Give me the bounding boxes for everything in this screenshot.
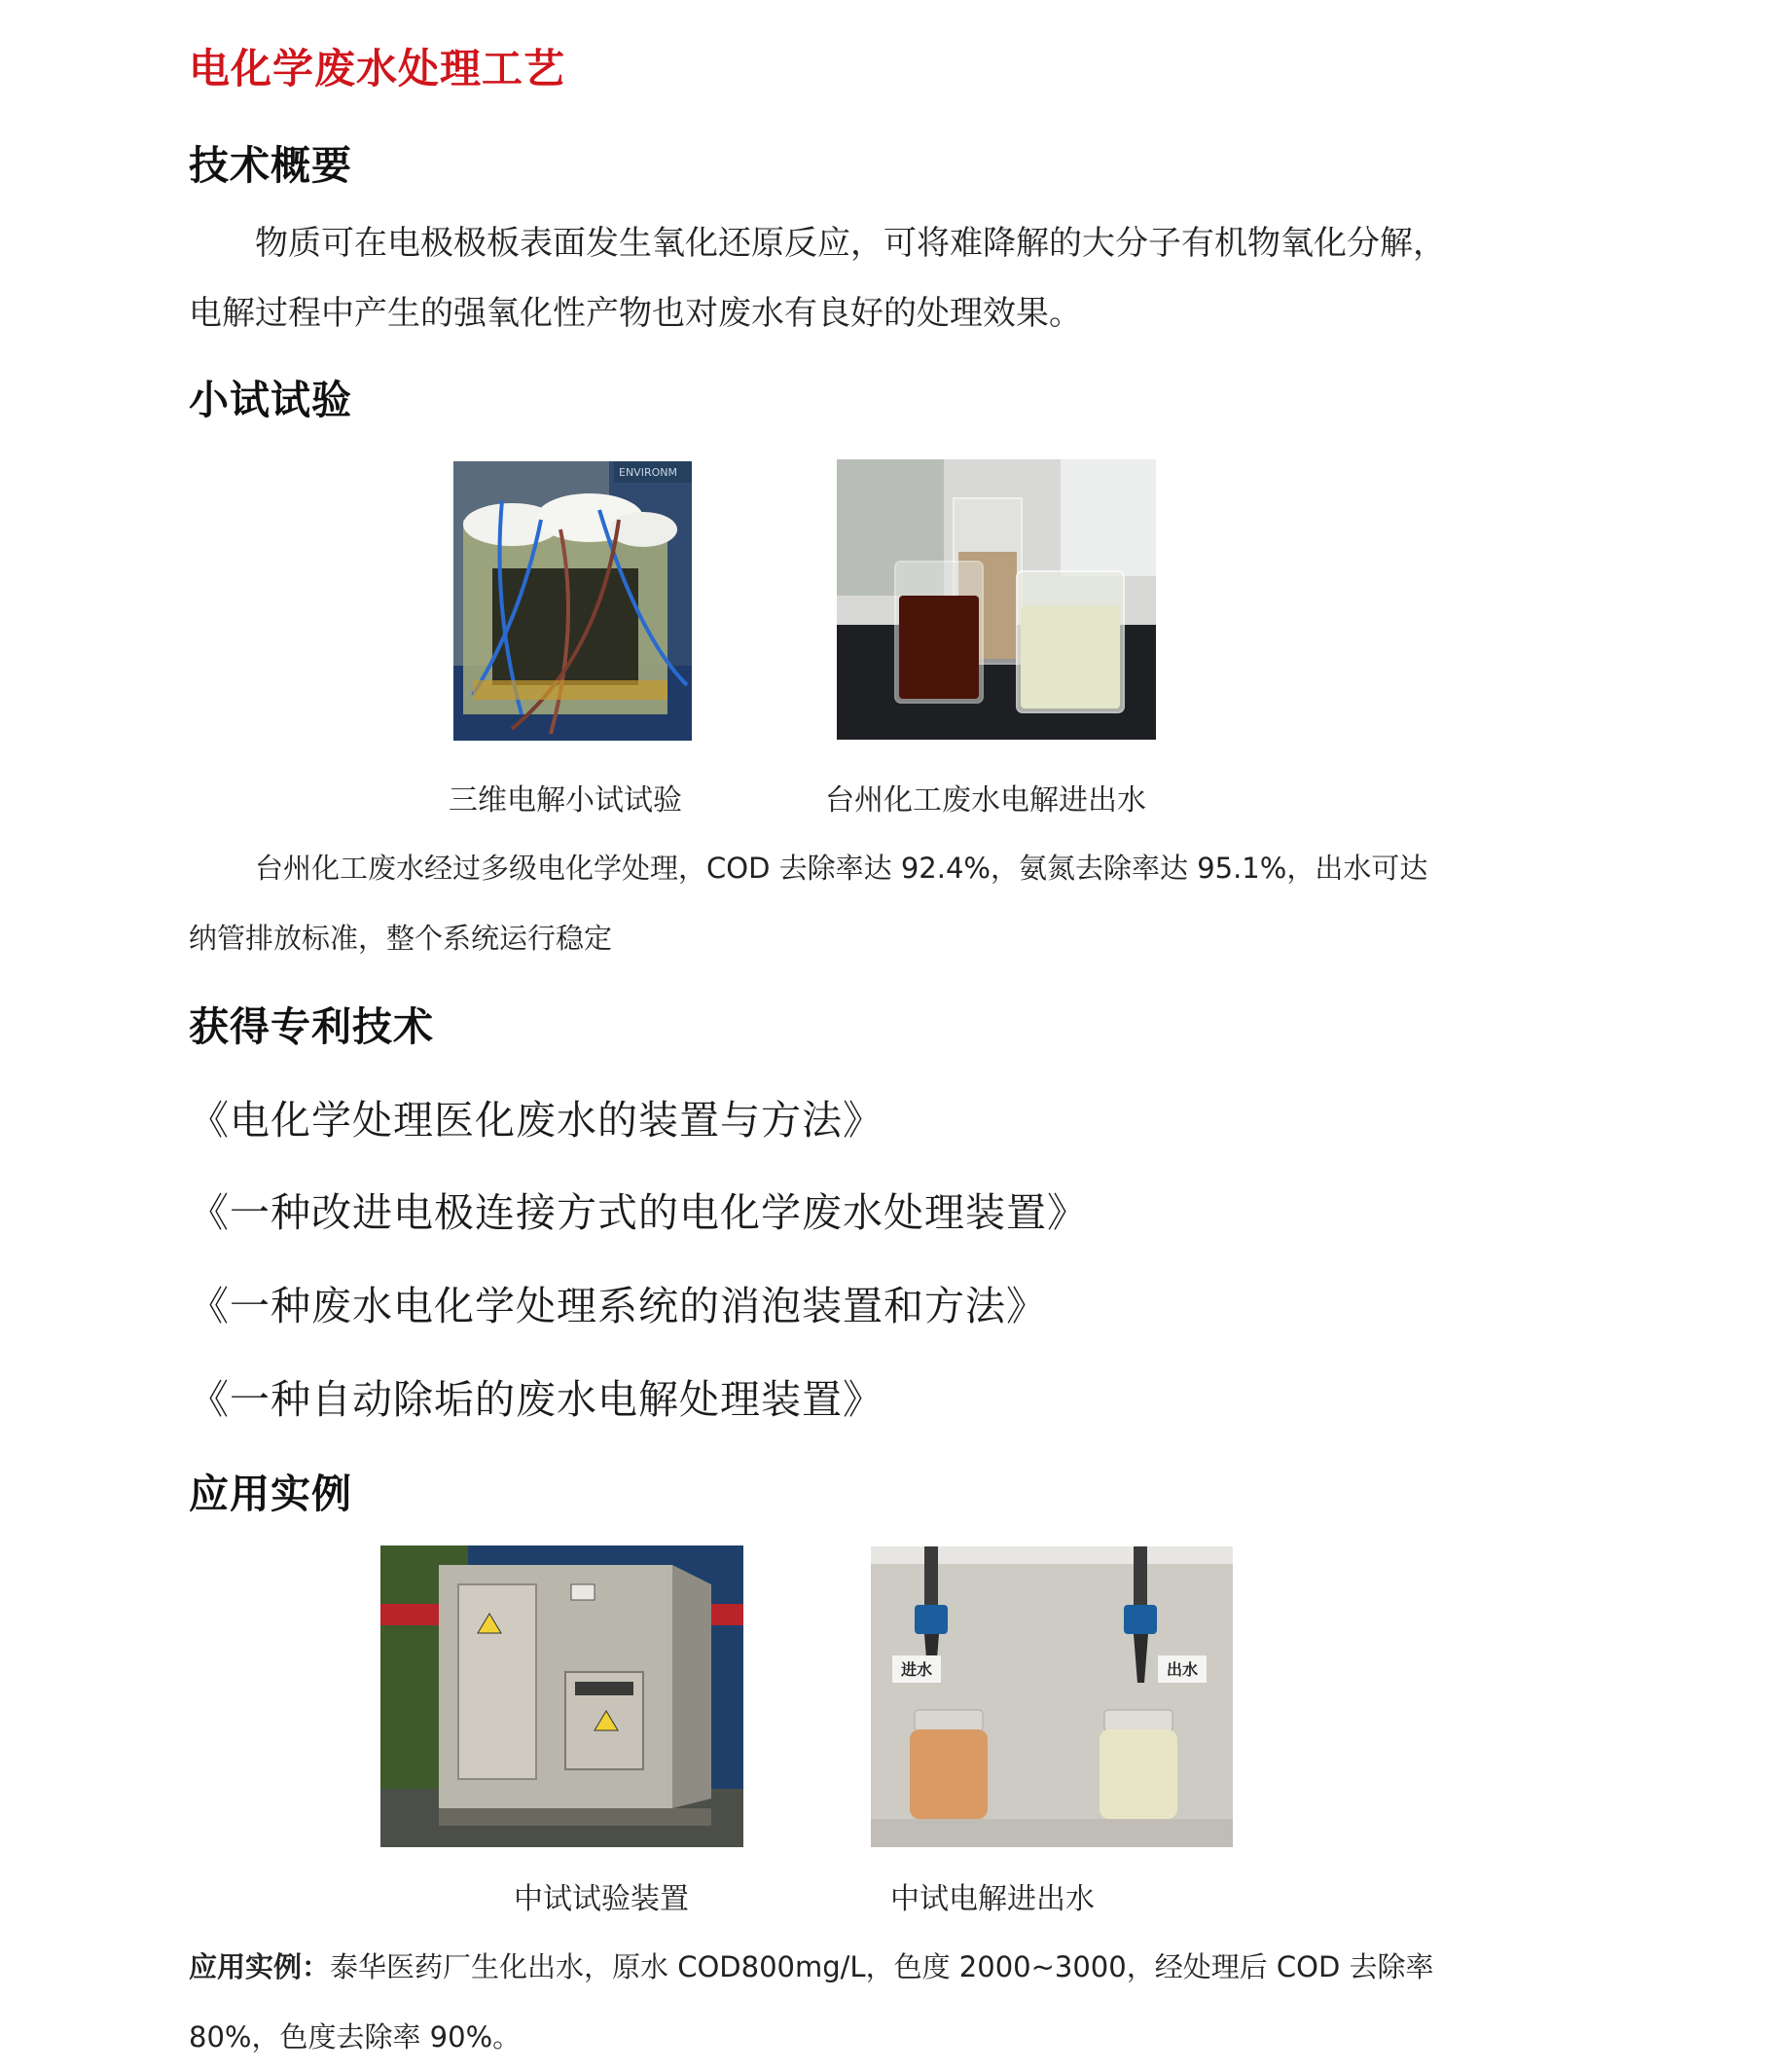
document-title: 电化学废水处理工艺 — [189, 45, 566, 92]
patent-item-3: 《一种废水电化学处理系统的消泡装置和方法》 — [189, 1283, 1047, 1329]
application-figure-caption-1: 中试试验装置 — [514, 1882, 689, 1916]
application-paragraph — [189, 1932, 1454, 2072]
electrolysis-lab-photo — [453, 461, 692, 741]
lab-figure-caption-2: 台州化工废水电解进出水 — [825, 783, 1146, 818]
lab-result-paragraph: 台州化工废水经过多级电化学处理，COD 去除率达 92.4%，氨氮去除率达 95.1%，出水可达纳管排放标准，整个系统运行稳定 — [189, 852, 1428, 955]
application-figure-caption-2: 中试电解进出水 — [890, 1882, 1095, 1916]
environment-sign-text: ENVIRONM — [619, 466, 677, 479]
lab-figure-caption-1: 三维电解小试试验 — [449, 783, 682, 818]
application-paragraph-text: 泰华医药厂生化出水，原水 COD800mg/L，色度 2000~3000，经处理后 COD 去除率 80%，色度去除率 90%。 — [189, 1950, 1434, 2054]
lab-test-heading: 小试试验 — [189, 377, 352, 423]
pilot-device-photo — [380, 1545, 743, 1847]
inlet-label: 进水 — [900, 1660, 933, 1679]
pilot-effluent-photo — [871, 1546, 1233, 1847]
patent-item-2: 《一种改进电极连接方式的电化学废水处理装置》 — [189, 1189, 1088, 1236]
outlet-label: 出水 — [1166, 1660, 1199, 1679]
application-paragraph-label: 应用实例： — [189, 1950, 331, 1983]
application-heading: 应用实例 — [189, 1471, 352, 1517]
patent-item-1: 《电化学处理医化废水的装置与方法》 — [189, 1097, 884, 1144]
patents-heading: 获得专利技术 — [189, 1003, 434, 1050]
overview-paragraph: 物质可在电极极板表面发生氧化还原反应，可将难降解的大分子有机物氧化分解，电解过程中产生的强氧化性产物也对废水有良好的处理效果。 — [189, 224, 1446, 333]
overview-heading: 技术概要 — [189, 142, 352, 189]
wastewater-beakers-photo — [837, 459, 1156, 740]
patent-item-4: 《一种自动除垢的废水电解处理装置》 — [189, 1376, 884, 1423]
